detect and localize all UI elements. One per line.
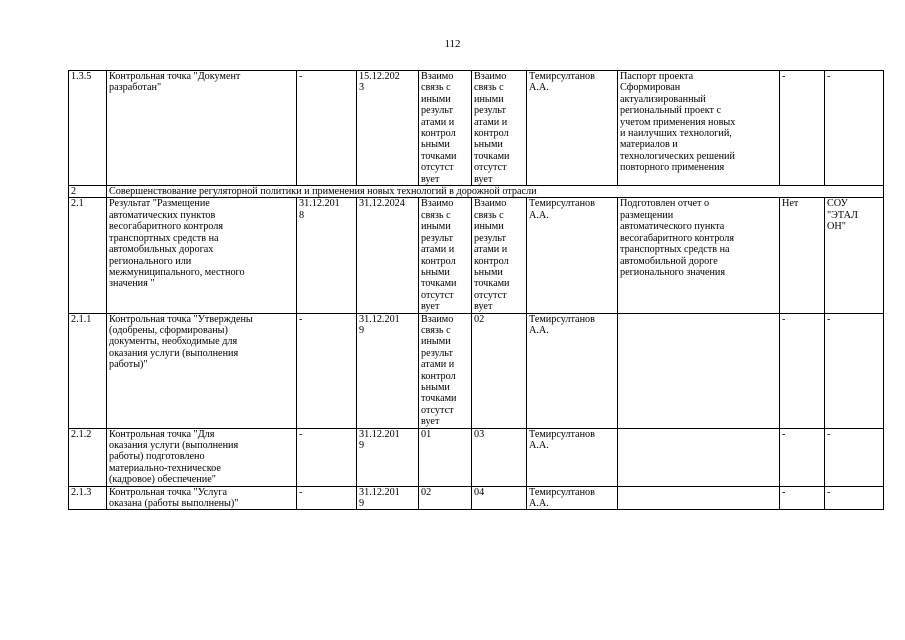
row-end-date: 31.12.201 9 — [357, 486, 419, 510]
row-start-date: - — [297, 486, 357, 510]
row-system: СОУ "ЭТАЛ ОН" — [825, 198, 884, 313]
row-successor: 03 — [472, 428, 527, 486]
row-number: 2.1 — [69, 198, 107, 313]
section-number: 2 — [69, 186, 107, 198]
row-name: Контрольная точка "Документ разработан" — [107, 71, 297, 186]
row-start-date: - — [297, 71, 357, 186]
row-successor: Взаимо связь с иными результ атами и контрол ьными точками отсутст вует — [472, 198, 527, 313]
row-predecessor: Взаимо связь с иными результ атами и контрол ьными точками отсутст вует — [419, 71, 472, 186]
table-row — [69, 486, 884, 510]
row-document — [618, 313, 780, 428]
row-end-date: 31.12.201 9 — [357, 428, 419, 486]
section-title: Совершенствование регуляторной политики и применения новых технологий в дорожной отрасли — [107, 186, 884, 198]
row-document — [618, 428, 780, 486]
table-row — [69, 428, 884, 486]
row-system: - — [825, 313, 884, 428]
row-end-date: 15.12.202 3 — [357, 71, 419, 186]
row-document: Паспорт проекта Сформирован актуализированный региональный проект с учетом применения новых и наилучших технологий, материалов и технологических решений повторного применения — [618, 71, 780, 186]
row-successor: Взаимо связь с иными результ атами и контрол ьными точками отсутст вует — [472, 71, 527, 186]
row-end-date: 31.12.2024 — [357, 198, 419, 313]
row-number: 2.1.1 — [69, 313, 107, 428]
row-name: Контрольная точка "Для оказания услуги (выполнения работы) подготовлено материально-техническое (кадровое) обеспечение" — [107, 428, 297, 486]
row-responsible: Темирсултанов А.А. — [527, 71, 618, 186]
row-system: - — [825, 486, 884, 510]
row-document — [618, 486, 780, 510]
row-name: Контрольная точка "Услуга оказана (работы выполнены)" — [107, 486, 297, 510]
row-predecessor: 02 — [419, 486, 472, 510]
row-responsible: Темирсултанов А.А. — [527, 428, 618, 486]
row-predecessor: 01 — [419, 428, 472, 486]
row-level: Нет — [780, 198, 825, 313]
row-number: 2.1.2 — [69, 428, 107, 486]
row-successor: 04 — [472, 486, 527, 510]
row-responsible: Темирсултанов А.А. — [527, 313, 618, 428]
table-row — [69, 313, 884, 428]
row-responsible: Темирсултанов А.А. — [527, 198, 618, 313]
row-responsible: Темирсултанов А.А. — [527, 486, 618, 510]
row-start-date: - — [297, 313, 357, 428]
row-end-date: 31.12.201 9 — [357, 313, 419, 428]
plan-table — [68, 70, 884, 510]
row-start-date: - — [297, 428, 357, 486]
row-level: - — [780, 486, 825, 510]
row-document: Подготовлен отчет о размещении автоматического пункта весогабаритного контроля транспортных средств на автомобильной дороге регионального значения — [618, 198, 780, 313]
row-system: - — [825, 71, 884, 186]
row-system: - — [825, 428, 884, 486]
row-number: 2.1.3 — [69, 486, 107, 510]
row-name: Контрольная точка "Утверждены (одобрены, сформированы) документы, необходимые для оказания услуги (выполнения работы)" — [107, 313, 297, 428]
row-level: - — [780, 71, 825, 186]
table-row — [69, 71, 884, 186]
table-row — [69, 198, 884, 313]
row-predecessor: Взаимо связь с иными результ атами и контрол ьными точками отсутст вует — [419, 198, 472, 313]
row-number: 1.3.5 — [69, 71, 107, 186]
page-number: 112 — [444, 38, 461, 50]
row-predecessor: Взаимо связь с иными результ атами и контрол ьными точками отсутст вует — [419, 313, 472, 428]
row-successor: 02 — [472, 313, 527, 428]
row-start-date: 31.12.201 8 — [297, 198, 357, 313]
row-name: Результат "Размещение автоматических пунктов весогабаритного контроля транспортных средств на автомобильных дорогах регионального или межмуниципального, местного значения " — [107, 198, 297, 313]
section-row — [69, 186, 884, 198]
row-level: - — [780, 313, 825, 428]
row-level: - — [780, 428, 825, 486]
